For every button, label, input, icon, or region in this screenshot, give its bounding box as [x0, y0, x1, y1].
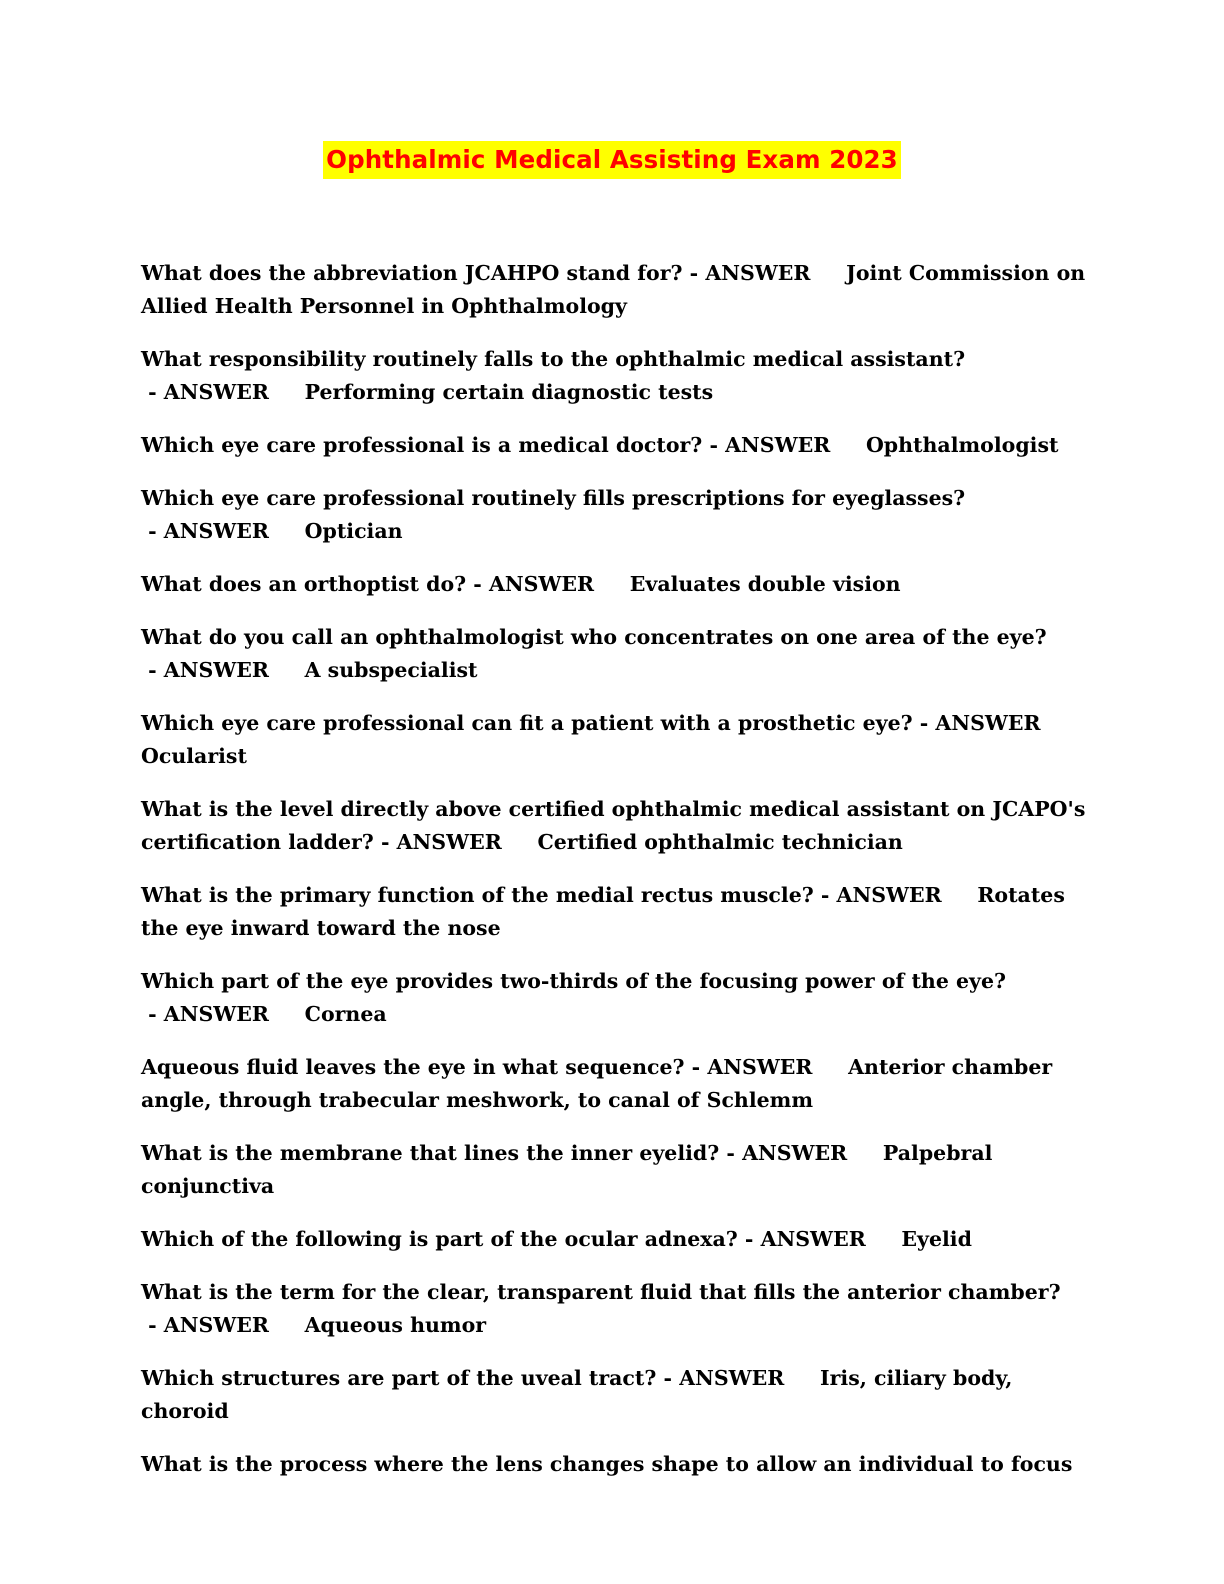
separator: - [141, 1313, 164, 1337]
answer-text: Optician [304, 519, 403, 543]
answer-text: Aqueous humor [304, 1313, 487, 1337]
question-text: What is the term for the clear, transparent fluid that fills the anterior chamber? [141, 1280, 1061, 1304]
question-text: Which eye care professional routinely fills prescriptions for eyeglasses? [141, 486, 966, 510]
answer-label: ANSWER [488, 572, 595, 596]
answer-text: A subspecialist [304, 658, 478, 682]
qa-item [141, 1223, 1086, 1256]
separator: - [373, 830, 397, 854]
question-text: What do you call an ophthalmologist who concentrates on one area of the eye? [141, 625, 1047, 649]
separator: - [656, 1366, 680, 1390]
question-text: Which part of the eye provides two-thirds of the focusing power of the eye? [141, 969, 1007, 993]
answer-text: Eyelid [901, 1227, 972, 1251]
answer-text: Evaluates double vision [629, 572, 901, 596]
question-text: Which eye care professional is a medical doctor? [141, 433, 703, 457]
answer-label: ANSWER [396, 830, 502, 854]
answer-text: Cornea [304, 1002, 387, 1026]
qa-item [141, 793, 1086, 859]
separator: - [737, 1227, 761, 1251]
answer-label: ANSWER [679, 1366, 785, 1390]
qa-item [141, 965, 1086, 1031]
qa-item [141, 1051, 1086, 1117]
qa-item [141, 343, 1086, 409]
answer-label: ANSWER [707, 1055, 813, 1079]
qa-item [141, 429, 1086, 462]
title-container [0, 141, 1224, 179]
answer-text: Anterior chamber angle, through trabecular meshwork, to canal of Schlemm [141, 1055, 1053, 1112]
qa-item [141, 257, 1086, 323]
answer-label: ANSWER [163, 380, 269, 404]
separator: - [682, 261, 706, 285]
question-text: What is the level directly above certified ophthalmic medical assistant on JCAPO's certification ladder? [141, 797, 1086, 854]
answer-text: Iris, ciliary body, choroid [141, 1366, 1013, 1423]
answer-label: ANSWER [163, 1002, 269, 1026]
answer-text: Ocularist [141, 744, 247, 768]
answer-label: ANSWER [935, 711, 1041, 735]
answer-label: ANSWER [705, 261, 811, 285]
qa-item [141, 1276, 1086, 1342]
separator: - [813, 883, 837, 907]
qa-item [141, 621, 1086, 687]
question-text: What does the abbreviation JCAHPO stand for? [141, 261, 683, 285]
separator: - [912, 711, 936, 735]
question-text: Which eye care professional can fit a patient with a prosthetic eye? [141, 711, 913, 735]
qa-item [141, 879, 1086, 945]
answer-text: Ophthalmologist [865, 433, 1059, 457]
answer-text: Certified ophthalmic technician [537, 830, 903, 854]
answer-label: ANSWER [836, 883, 942, 907]
answer-label: ANSWER [163, 1313, 269, 1337]
separator: - [684, 1055, 708, 1079]
separator: - [466, 572, 489, 596]
question-text: Aqueous fluid leaves the eye in what sequence? [141, 1055, 685, 1079]
answer-text: Rotates the eye inward toward the nose [141, 883, 1065, 940]
answer-label: ANSWER [725, 433, 831, 457]
answer-text: Performing certain diagnostic tests [304, 380, 714, 404]
qa-item [141, 1137, 1086, 1203]
separator: - [141, 1002, 164, 1026]
question-text: What responsibility routinely falls to the ophthalmic medical assistant? [141, 347, 966, 371]
separator: - [719, 1141, 743, 1165]
question-text: Which structures are part of the uveal tract? [141, 1366, 657, 1390]
answer-text: Joint Commission on Allied Health Personnel in Ophthalmology [141, 261, 1086, 318]
question-text: What is the membrane that lines the inner eyelid? [141, 1141, 720, 1165]
qa-item [141, 707, 1086, 773]
separator: - [141, 658, 164, 682]
question-text: What is the process where the lens changes shape to allow an individual to focus [141, 1452, 1073, 1476]
qa-item [141, 568, 1086, 601]
answer-label: ANSWER [163, 519, 269, 543]
qa-item [141, 1362, 1086, 1428]
qa-item [141, 1448, 1086, 1481]
answer-label: ANSWER [163, 658, 269, 682]
document-title: Ophthalmic Medical Assisting Exam 2023 [323, 141, 901, 179]
answer-label: ANSWER [742, 1141, 848, 1165]
separator: - [702, 433, 726, 457]
separator: - [141, 519, 164, 543]
qa-list [141, 257, 1086, 1501]
question-text: What is the primary function of the medial rectus muscle? [141, 883, 814, 907]
question-text: Which of the following is part of the ocular adnexa? [141, 1227, 738, 1251]
qa-item [141, 482, 1086, 548]
answer-text: Palpebral conjunctiva [141, 1141, 993, 1198]
answer-label: ANSWER [760, 1227, 866, 1251]
separator: - [141, 380, 164, 404]
question-text: What does an orthoptist do? [141, 572, 467, 596]
